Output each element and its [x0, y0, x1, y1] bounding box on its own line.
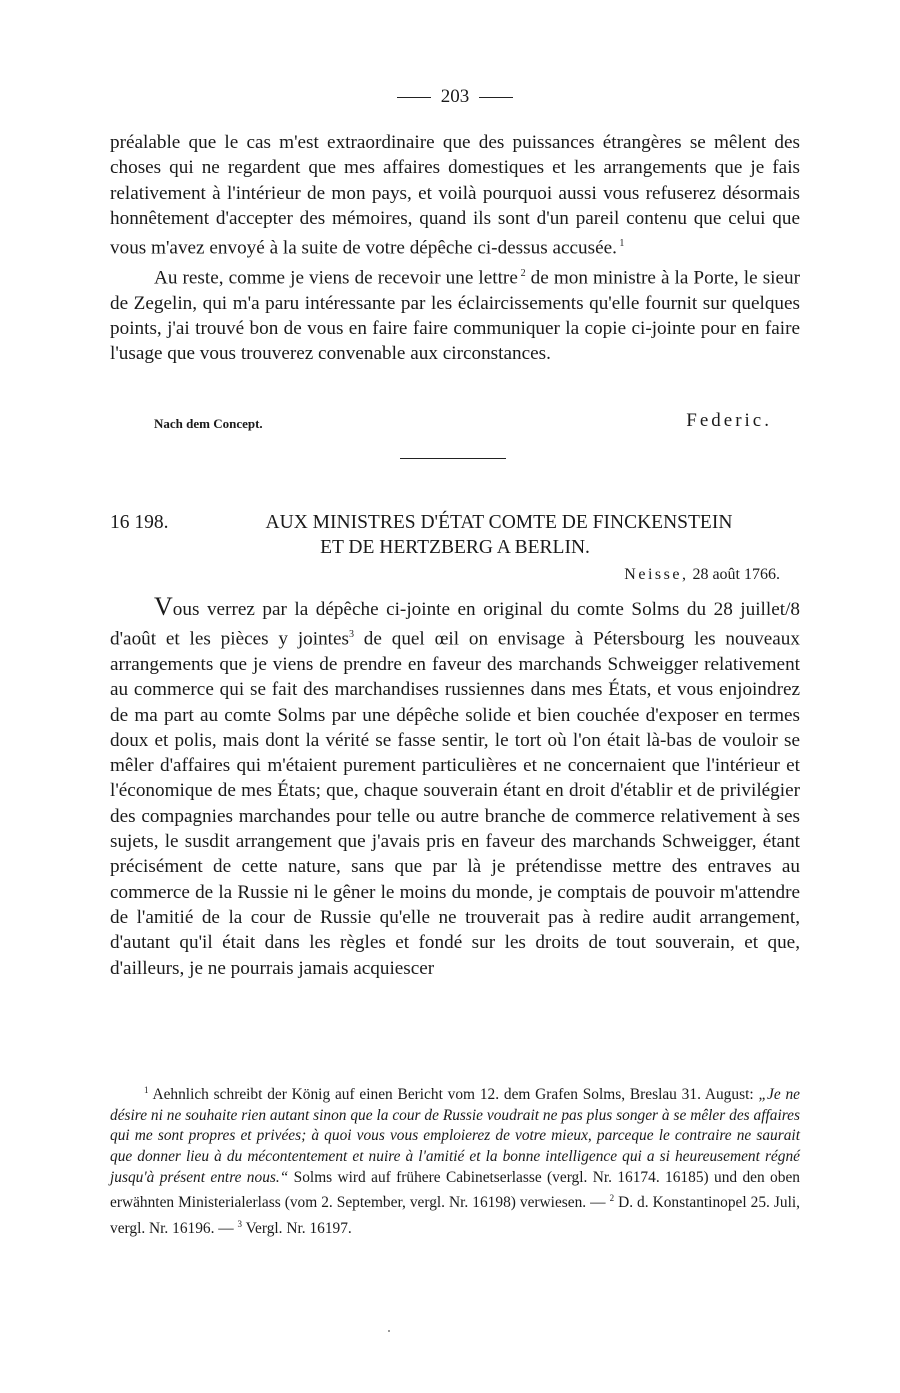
- heading-line-1: AUX MINISTRES D'ÉTAT COMTE DE FINCKENSTEIN: [265, 512, 733, 533]
- section-divider: [400, 458, 506, 459]
- footnote-text: [110, 1080, 800, 1240]
- footnote-3-marker: 3: [237, 1218, 243, 1229]
- header-dash-left: [397, 97, 431, 98]
- place-date: [624, 566, 780, 584]
- footnote-2-text: D. d. Konstantinopel 25. Juli, vergl. Nr. 16196. —: [110, 1194, 801, 1237]
- heading-line-2: ET DE HERTZBERG A BERLIN.: [320, 537, 590, 558]
- paragraph-2: [110, 261, 800, 367]
- page-header: [110, 86, 800, 108]
- footnote-ref-2: 2: [520, 267, 526, 279]
- footnote-1-text-b: Solms wird auf frühere Cabinetserlasse (vergl. Nr. 16174. 16185) und den oben erwähnten Ministerialerlass (vom 2. September, vergl. Nr. 16198) verwiesen. —: [110, 1168, 800, 1212]
- source-note: Nach dem Concept.: [154, 416, 263, 431]
- letter-continuation: [110, 130, 800, 366]
- paragraph-2-text-a: Au reste, comme je viens de recevoir une lettre: [154, 267, 518, 289]
- place: Neisse,: [624, 566, 689, 583]
- body-text-b: de quel œil on envisage à Pétersbourg les nouveaux arrangements que je viens de prendre en faveur des marchands Schweigger relativement au commerce qui se fait des marchandises russiennes dans mes États, et vous enjoindrez de ma part au comte Solms par une dépêche solide et bien couchée d'exposer en termes doux et polis, mais dont la vérité se fasse sentir, le tort où l'on était là-bas de vouloir se mêler d'affaires qui m'étaient purement particulières et ne concernaient que l'intérieur et l'économique de mes États; que, chaque souverain étant en droit d'établir et de privilégier des compagnies marchandes pour telle ou autre branche de commerce relativement à ses sujets, le susdit arrangement que j'avais pris en faveur des marchands Schweigger, étant précisément de cette nature, sans que par là je prétendisse mettre des entraves au commerce de la Russie ni le gêner le moins du monde, je comptais de pouvoir m'attendre de l'amitié de la cour de Russie qu'elle ne trouverait pas à redire audit arrangement, d'autant qu'il était dans les règles et fondé sur les droits de tout souverain, et que, d'ailleurs, je ne pourrais jamais acquiescer: [110, 628, 800, 979]
- footnote-2-marker: 2: [609, 1193, 615, 1204]
- letter-body: [110, 594, 800, 981]
- document-number: 16 198.: [110, 512, 169, 533]
- footnote-1-marker: 1: [144, 1085, 149, 1095]
- signature: Federic.: [686, 410, 772, 431]
- scan-speck: [388, 1330, 390, 1332]
- paragraph-1: [110, 130, 800, 261]
- body-text-a: ous verrez par la dépêche ci-jointe en original du comte Solms du 28 juillet/8 d'août et les pièces y jointes: [110, 599, 800, 650]
- page-number: 203: [440, 86, 470, 107]
- signature-row: [110, 410, 800, 436]
- footnote-ref-1: 1: [619, 238, 625, 250]
- footnote-3-text: Vergl. Nr. 16197.: [242, 1219, 352, 1237]
- paragraph-2-text-b: de mon ministre à la Porte, le sieur de Zegelin, qui m'a paru intéressante par les éclaircissements qu'elle fournit sur quelques points, j'ai trouvé bon de vous en faire faire communiquer la copie ci-jointe pour en faire l'usage que vous trouverez convenable aux circonstances.: [110, 267, 800, 365]
- footnote-ref-3: 3: [349, 629, 354, 641]
- document-heading: [110, 510, 800, 560]
- header-dash-right: [479, 97, 513, 98]
- footnotes: [110, 1080, 800, 1240]
- footnote-1-text-a: Aehnlich schreibt der König auf einen Bericht vom 12. dem Grafen Solms, Breslau 31. August:: [148, 1086, 759, 1104]
- body-paragraph: [110, 594, 800, 981]
- paragraph-1-text: préalable que le cas m'est extraordinaire que des puissances étrangères se mêlent des choses qui ne regardent que mes affaires domestiques et les arrangements que je fais relativement à l'intérieur de mon pays, et voilà pourquoi aussi vous refuserez désormais honnêtement d'accepter des mémoires, quand ils sont d'un pareil contenu que celui que vous m'avez envoyé à la suite de votre dépêche ci-dessus accusée.: [110, 132, 800, 259]
- footnote-1-quote: „Je ne désire ni ne souhaite rien autant sinon que la cour de Russie voudrait ne pas plus songer à se mêler des affaires qui me sont propres et privées; à quoi vous vous emploierez de votre mieux, parceque le contraire ne saurait que donner lieu à du mécontentement et nuire à l'amitié et la bonne intelligence qui a si heureusement régné jusqu'à présent entre nous.“: [110, 1086, 800, 1186]
- date: 28 août 1766.: [692, 566, 780, 583]
- initial-letter: V: [154, 592, 173, 621]
